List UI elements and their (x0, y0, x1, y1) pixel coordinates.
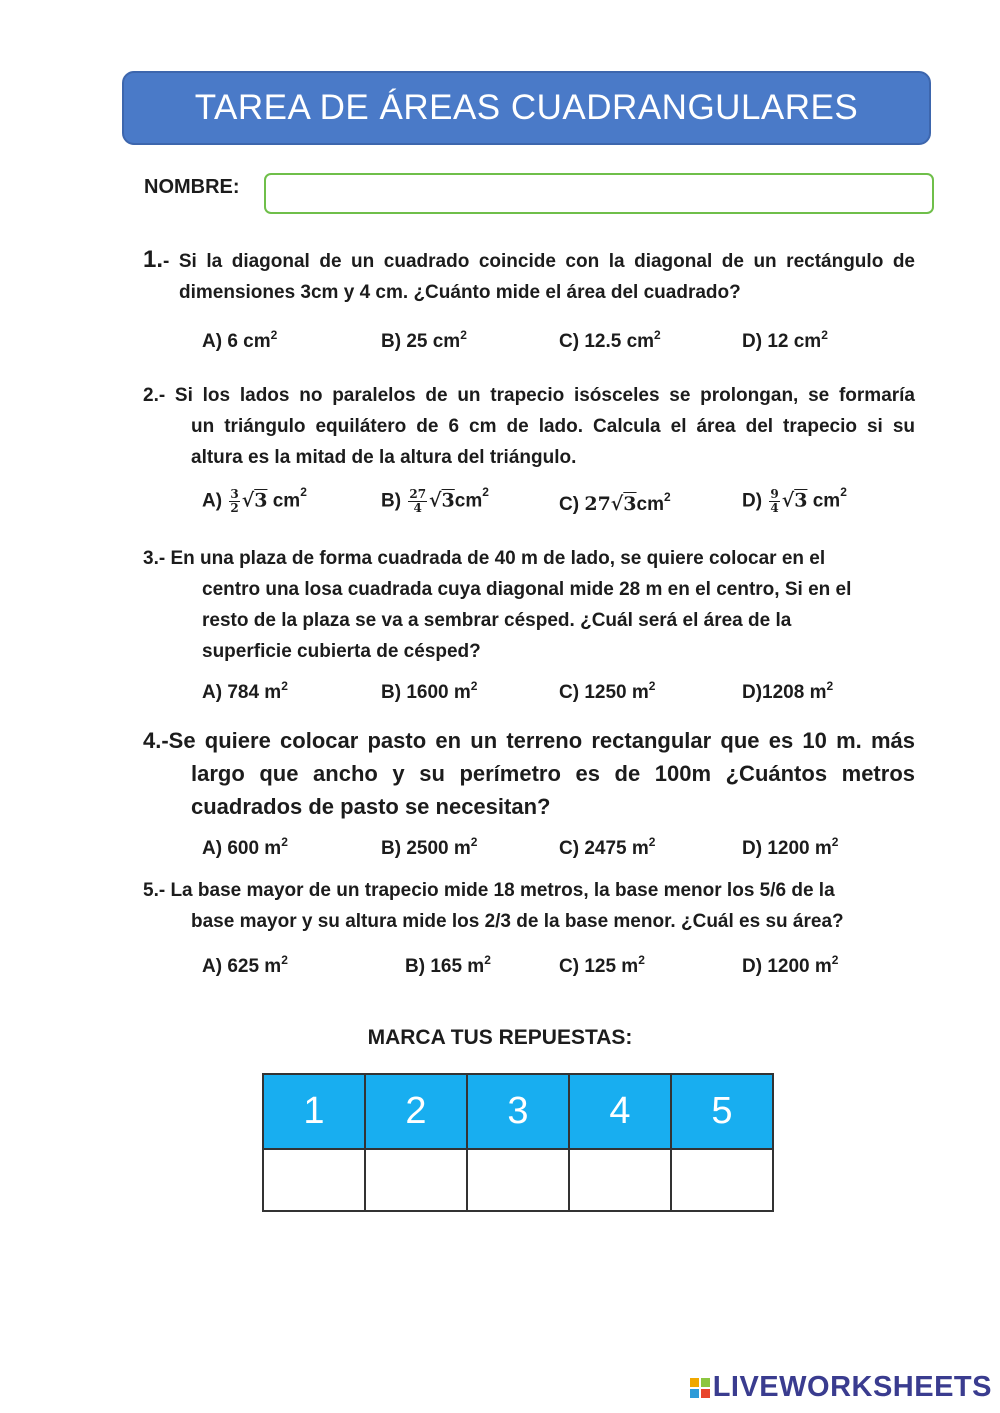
name-label: NOMBRE: (144, 176, 240, 198)
logo-squares-icon (690, 1378, 710, 1398)
question-3-line-4: superficie cubierta de césped? (202, 641, 481, 662)
question-3-line-3: resto de la plaza se va a sembrar césped. ¿Cuál será el área de la (202, 610, 792, 631)
question-3 (143, 543, 915, 667)
q5-option-d[interactable]: D) 1200 $m^2$ (742, 953, 839, 977)
q1-option-c[interactable]: C) 12.5 $cm^2$ (559, 328, 661, 352)
answer-cell-5[interactable] (671, 1149, 773, 1211)
answer-table-input-row (263, 1149, 773, 1211)
answer-cell-1[interactable] (263, 1149, 365, 1211)
answer-cell-4[interactable] (569, 1149, 671, 1211)
question-4-line-3: cuadrados de pasto se necesitan? (191, 794, 551, 819)
q5-option-c[interactable]: C) 125 $m^2$ (559, 953, 645, 977)
question-5 (143, 875, 915, 937)
answer-header-cell: 5 (671, 1074, 773, 1149)
liveworksheets-logo (690, 1371, 992, 1404)
answer-cell-3[interactable] (467, 1149, 569, 1211)
q3-option-a[interactable]: A) 784 $m^2$ (202, 679, 288, 703)
question-4-line-2: largo que ancho y su perímetro es de 100m ¿Cuántos metros (191, 761, 915, 786)
sqrt-symbol: √3 (429, 489, 455, 512)
answer-table (262, 1073, 774, 1212)
q4-option-b[interactable]: B) 2500 $m^2$ (381, 835, 478, 859)
coefficient: 27 (584, 493, 611, 515)
question-3-line-2: centro una losa cuadrada cuya diagonal mide 28 m en el centro, Si en el (202, 579, 852, 600)
fraction: $\frac{9}{4}$ (770, 487, 779, 515)
question-1-line-2: dimensiones 3cm y 4 cm. ¿Cuánto mide el área del cuadrado? (179, 282, 741, 303)
question-1 (143, 244, 915, 308)
q1-option-b[interactable]: B) 25 $cm^2$ (381, 328, 467, 352)
sqrt-symbol: √3 (781, 489, 808, 512)
fraction: $\frac{3}{2}$ (230, 487, 239, 515)
answer-header-cell: 4 (569, 1074, 671, 1149)
answer-header-cell: 1 (263, 1074, 365, 1149)
q2-option-a[interactable]: A) $\frac{3}{2}$ √3 $cm^2$ (202, 485, 307, 515)
q2-option-b[interactable]: B) $\frac{27}{4}$ $√3cm^2$ (381, 485, 489, 515)
question-4 (143, 724, 915, 823)
q1-option-d[interactable]: D) 12 $cm^2$ (742, 328, 828, 352)
question-2-line-2: un triángulo equilátero de 6 cm de lado. Calcula el área del trapecio si su (191, 416, 915, 437)
sqrt-symbol: √3 (241, 489, 268, 512)
brand-name: LIVEWORKSHEETS (712, 1371, 992, 1403)
q4-option-a[interactable]: A) 600 $m^2$ (202, 835, 288, 859)
q2-option-c[interactable]: C) $27√3cm^2$ (559, 490, 671, 515)
question-1-line-1: 1.- Si la diagonal de un cuadrado coincide con la diagonal de un rectángulo de (143, 246, 915, 273)
answer-table-header (263, 1074, 773, 1149)
sqrt-symbol: √3 (610, 493, 637, 515)
q3-option-c[interactable]: C) 1250 $m^2$ (559, 679, 656, 703)
question-5-line-2: base mayor y su altura mide los 2/3 de la base menor. ¿Cuál es su área? (191, 911, 844, 932)
q5-option-a[interactable]: A) 625 $m^2$ (202, 953, 288, 977)
q5-option-b[interactable]: B) 165 $m^2$ (405, 953, 491, 977)
q3-option-b[interactable]: B) 1600 $m^2$ (381, 679, 478, 703)
name-input[interactable] (264, 173, 934, 214)
answer-header-cell: 2 (365, 1074, 467, 1149)
question-5-line-1: 5.- La base mayor de un trapecio mide 18 metros, la base menor los 5/6 de la (143, 880, 835, 901)
question-2-line-1: 2.- Si los lados no paralelos de un trapecio isósceles se prolongan, se formaría (143, 385, 915, 406)
fraction: $\frac{27}{4}$ (409, 487, 427, 515)
q3-option-d[interactable]: D)1208 $m^2$ (742, 679, 834, 703)
answer-cell-2[interactable] (365, 1149, 467, 1211)
question-2-line-3: altura es la mitad de la altura del triángulo. (191, 447, 577, 468)
page-title: TAREA DE ÁREAS CUADRANGULARES (194, 88, 859, 127)
question-2 (143, 380, 915, 473)
q4-option-d[interactable]: D) 1200 $m^2$ (742, 835, 839, 859)
q1-option-a[interactable]: A) 6 $cm^2$ (202, 328, 278, 352)
question-4-line-1: 4.-Se quiere colocar pasto en un terreno rectangular que es 10 m. más (143, 728, 915, 753)
answers-heading: MARCA TUS REPUESTAS: (367, 1026, 633, 1049)
question-3-line-1: 3.- En una plaza de forma cuadrada de 40 m de lado, se quiere colocar en el (143, 548, 826, 569)
q2-option-d[interactable]: D) $\frac{9}{4}$ √3 $cm^2$ (742, 485, 847, 515)
title-banner (122, 71, 931, 145)
q4-option-c[interactable]: C) 2475 $m^2$ (559, 835, 656, 859)
answer-header-cell: 3 (467, 1074, 569, 1149)
